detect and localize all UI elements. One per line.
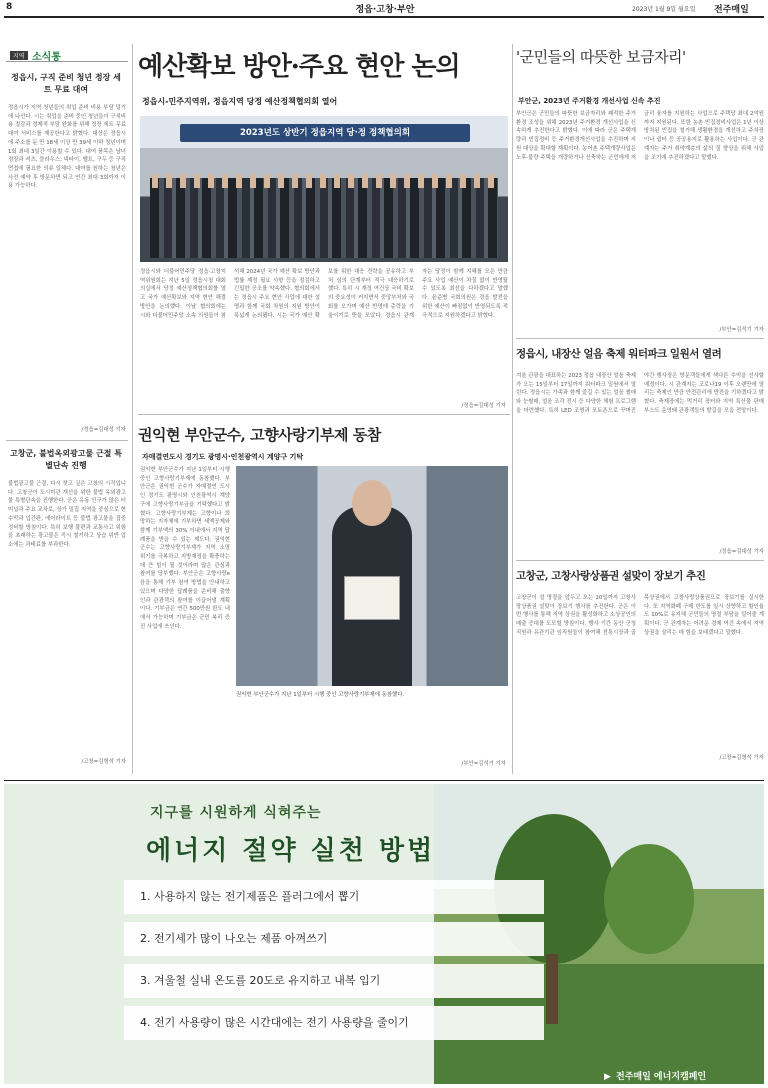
sidebar-divider [6, 440, 128, 441]
ad-sponsor [604, 1064, 760, 1080]
section-name: 정읍·고창·부안 [355, 5, 415, 15]
story-top-right-subhead: 부안군, 2023년 주거환경 개선사업 신속 추진 [518, 97, 661, 105]
story-left2-photo [236, 466, 508, 686]
sidebar-story1-byline: /정읍=김대성 기자 [81, 427, 126, 433]
page-header [0, 0, 768, 16]
sidebar-heading [6, 48, 128, 62]
story-right2-headline: 정읍시, 내장산 얼음 축제 워터파크 일원서 열려 [516, 348, 722, 360]
photo-banner [180, 124, 470, 142]
ad-tip-list [124, 880, 544, 1050]
photo-person-head [352, 480, 392, 526]
sidebar-story1-headline: 정읍시, 구직 준비 청년 정장 세트 무료 대여 [11, 73, 121, 94]
ad-top-rule [4, 780, 764, 781]
story-right3-body: 고창군이 설 명절을 앞두고 오는 20일까지 고창사랑상품권 설맞이 장보기 행사를 추진한다. 군은 이번 행사를 통해 지역 상권을 활성화하고 소상공인의 매출 증대를 도모할 방침이다. 행사 기간 동안 군청 직원과 유관기관 임직원들이 참여해 전통시장과 골목상권에서 고창사랑상품권으로 장보기를 실시한다. 또 지역화폐 구매 한도를 일시 상향하고 할인율도 10%로 유지해 군민들의 명절 부담을 덜어줄 계획이다. 군 관계자는 어려운 경제 여건 속에서 지역 상권을 살리는 데 힘을 보태겠다고 말했다. [516, 595, 764, 636]
story-left2-body-col1: 권익현 부안군수가 지난 1일부터 시행 중인 고향사랑기부제에 동참했다. 부안군은 권익현 군수가 자매결연 도시인 경기도 광명시와 인천광역시 계양구에 고향사랑기부금을 기탁했다고 밝혔다. 고향사랑기부제는 고향이나 희망하는 지자체에 기부하면 세액공제와 함께 기부액의 30% 이내에서 지역 답례품을 받을 수 있는 제도다. 권익현 군수는 고향사랑기부제가 지역 소멸 위기를 극복하고 지방재정을 확충하는 데 큰 힘이 될 것이라며 많은 관심과 참여를 당부했다. 부안군은 고향사랑e음을 통해 기부 참여 방법을 안내하고 있으며 다양한 답례품을 준비해 출향인과 관광객의 참여를 이끌어낼 계획이다. 기부금은 연간 500만원 한도 내에서 가능하며 기부금은 군민 복리 증진 사업에 쓰인다. [140, 467, 230, 630]
main-story-divider [138, 414, 510, 415]
energy-campaign-ad [4, 784, 764, 1084]
ad-tip-4: 4. 전기 사용량이 많은 시간대에는 전기 사용량을 줄이기 [124, 1006, 544, 1040]
ad-tip-3: 3. 겨울철 실내 온도를 20도로 유지하고 내복 입기 [124, 964, 544, 998]
photo-certificate [344, 576, 400, 620]
main-story-subhead: 정읍시-민주지역위, 정읍지역 당정 예산정책협의회 열어 [142, 97, 338, 106]
main-story-headline: 예산확보 방안·주요 현안 논의 [138, 52, 460, 82]
photo-banner-text: 2023년도 상반기 정읍지역 당·정 정책협의회 [239, 128, 411, 138]
ad-tagline: 지구를 시원하게 식혀주는 [150, 805, 322, 821]
story-right3-headline: 고창군, 고창사랑상품권 설맞이 장보기 추진 [516, 570, 706, 582]
story-left2-headline: 권익현 부안군수, 고향사랑기부제 동참 [138, 426, 381, 444]
story-top-right-headline: '군민들의 따뜻한 보금자리' [516, 48, 686, 66]
story-right3-byline: /고창=김형석 기자 [719, 755, 764, 761]
sidebar-story2-byline: /고창=김형석 기자 [81, 759, 126, 765]
main-story-byline: /정읍=김대성 기자 [461, 403, 506, 409]
story-top-right-byline: /부안=김석기 기자 [719, 327, 764, 333]
ad-sponsor-icon: ▶ [604, 1072, 611, 1082]
sidebar-story1-body: 정읍시가 지역 청년들의 취업 준비 비용 부담 덜기에 나선다. 시는 취업을 준비 중인 청년들이 구직비용 절감과 경제적 부담 완화를 위해 정장 세트 무료 대여 서비스를 제공한다고 밝혔다. 대상은 정읍시에 주소를 둔 만 18세 이상 만 39세 이하 청년이며 1회 최대 3일간 이용할 수 있다. 대여 품목은 남녀 정장과 셔츠, 블라우스, 넥타이, 벨트, 구두 등 구직 면접에 필요한 의류 일체다. 대여를 원하는 청년은 사전 예약 후 방문하면 되고 연간 최대 3회까지 이용 가능하다. [8, 105, 126, 190]
story-top-right-body: 부안군은 군민들의 따뜻한 보금자리와 쾌적한 주거환경 조성을 위해 2023년 주거환경 개선사업을 신속하게 추진한다고 밝혔다. 이에 따라 군은 주택개량과 빈집정비 등 주거환경개선사업을 추진하며 지원 대상을 확대할 계획이다. 농어촌 주택개량사업은 노후·불량 주택을 개량하거나 신축하는 군민에게 저금리 융자를 지원하는 사업으로 주택당 최대 2억원까지 지원된다. 또한 농촌 빈집정비사업은 1년 이상 방치된 빈집을 철거해 생활환경을 개선하고 주차장이나 쉼터 등 공공용지로 활용하는 사업이다. 군 관계자는 주거 취약계층의 삶의 질 향상을 위해 사업을 조기에 추진하겠다고 말했다. [516, 111, 764, 161]
ad-title: 에너지 절약 실천 방법 [146, 836, 436, 866]
header-rule [4, 16, 764, 18]
story-left2-byline: /부안=김석기 기자 [461, 761, 506, 767]
ad-sponsor-text: 전주매일 에너지캠페인 [616, 1072, 707, 1082]
main-story-body: 정읍시와 더불어민주당 정읍·고창지역위원회는 지난 5일 정읍시청 대회의실에서 당정 예산정책협의회를 열고 국가 예산확보와 지역 현안 해결 방안을 논의했다. 이날 협의회에는 시와 더불어민주당 소속 의원들이 참석해 2024년 국가 예산 확보 방안과 법률 제정 필요 사항 등을 점검하고 긴밀한 공조를 약속했다. 협의회에서는 정읍시 주요 현안 사업에 대한 설명과 함께 국회 차원의 지원 방안이 폭넓게 논의됐다. 시는 국가 예산 확보를 위한 대응 전략을 공유하고 부처 심의 단계부터 적극 대응하기로 했다. 특히 시 재정 여건상 국비 확보의 중요성이 커지면서 중앙부처와 국회를 오가며 예산 반영에 총력을 기울이기로 뜻을 모았다. 정읍시 관계자는 당정이 함께 지혜를 모은 만큼 주요 사업 예산이 차질 없이 반영될 수 있도록 최선을 다하겠다고 말했다. 윤준병 국회의원은 정읍 발전을 위한 예산이 빠짐없이 반영되도록 적극적으로 지원하겠다고 밝혔다. [140, 269, 508, 319]
page-number: 8 [6, 2, 13, 12]
sidebar-story2-body: 불법광고물 근절, 다시 찾고 싶은 고창의 시작입니다. 고창군이 도시미관 개선을 위한 불법 옥외광고물 특별단속을 진행한다. 군은 유동 인구가 많은 터미널과 주요 교차로, 상가 밀집 지역을 중심으로 현수막과 입간판, 에어라이트 등 불법 광고물을 집중 정비할 방침이다. 특히 보행 불편과 교통사고 위험을 초래하는 광고물은 즉시 철거하고 상습 위반 업소에는 과태료를 부과한다. [8, 481, 126, 548]
story-left2-photo-caption: 권익현 부안군수가 지난 1일부터 시행 중인 고향사랑기부제에 동참했다. [236, 692, 405, 698]
sidebar-story2-headline: 고창군, 불법옥외광고물 근절 특별단속 진행 [10, 449, 122, 470]
sidebar-tag: 지역 [10, 51, 28, 60]
photo-faces [152, 174, 496, 188]
main-story-photo [140, 116, 508, 262]
right-divider-1 [516, 338, 764, 339]
sidebar-title: 소식통 [32, 52, 61, 63]
story-right2-byline: /정읍=김대성 기자 [719, 549, 764, 555]
right-divider-2 [516, 560, 764, 561]
sidebar-column-rule [132, 44, 133, 774]
tree-trunk [546, 954, 558, 1024]
photo-crowd [150, 178, 498, 258]
ad-tip-2: 2. 전기세가 많이 나오는 제품 아껴쓰기 [124, 922, 544, 956]
story-left2-subhead: 자매결연도시 경기도 광명시·인천광역시 계양구 기탁 [142, 453, 304, 461]
main-column-rule [512, 44, 513, 774]
sidebar [6, 48, 128, 768]
paper-name: 전주매일 [714, 5, 749, 15]
ad-tip-1: 1. 사용하지 않는 전기제품은 플러그에서 뽑기 [124, 880, 544, 914]
tree-shape-2 [604, 844, 694, 954]
issue-date: 2023년 1월 9일 월요일 [632, 6, 696, 13]
story-right2-body: 겨울 관광을 대표하는 2023 정읍 내장산 얼음 축제가 오는 15일부터 17일까지 워터파크 일원에서 열린다. 정읍시는 가족과 함께 즐길 수 있는 얼음 썰매와 눈썰매, 얼음 조각 전시 등 다양한 체험 프로그램을 마련했다. 특히 LED 조명과 포토존으로 꾸며진 야간 행사장은 방문객들에게 색다른 추억을 선사할 예정이다. 시 관계자는 코로나19 이후 오랜만에 열리는 축제인 만큼 안전관리에 만전을 기하겠다고 밝혔다. 축제장에는 먹거리 장터와 지역 특산물 판매 부스도 운영돼 관광객들의 발길을 모을 전망이다. [516, 373, 764, 414]
